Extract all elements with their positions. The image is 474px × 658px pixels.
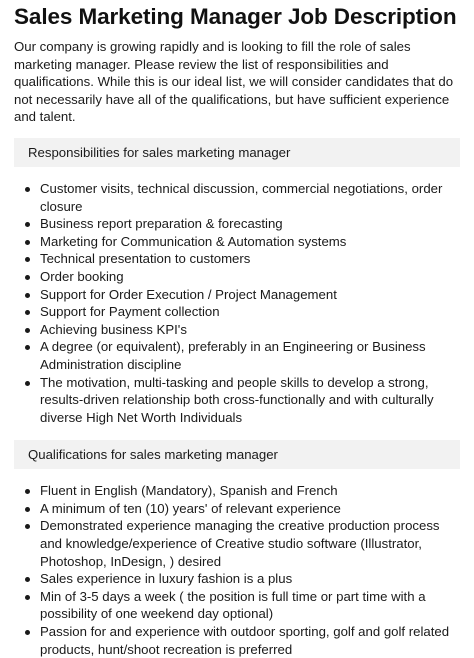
bullet-icon — [25, 489, 30, 494]
list-item-text: Marketing for Communication & Automation systems — [40, 233, 347, 249]
bullet-icon — [25, 577, 30, 582]
bullet-icon — [25, 275, 30, 280]
list-item-text: Business report preparation & forecasting — [40, 216, 283, 232]
bullet-icon — [25, 310, 30, 315]
list-item — [14, 374, 460, 427]
bullet-icon — [25, 257, 30, 262]
list-item-text: Demonstrated experience managing the creative production process and knowledge/experience of Creative studio software (Illustrator, Photoshop, InDesign, ) desired — [40, 518, 440, 569]
list-item-text: Support for Order Execution / Project Management — [40, 286, 337, 302]
bullet-icon — [25, 187, 30, 192]
list-item — [14, 303, 460, 321]
list-item — [14, 215, 460, 233]
list-item — [14, 233, 460, 251]
list-item — [14, 570, 460, 588]
qualifications-list — [14, 482, 460, 658]
list-item — [14, 180, 460, 215]
qualifications-header — [14, 440, 460, 469]
list-item-text: Fluent in English (Mandatory), Spanish and French — [40, 483, 338, 499]
bullet-icon — [25, 507, 30, 512]
list-item — [14, 321, 460, 339]
list-item — [14, 286, 460, 304]
list-item — [14, 482, 460, 500]
list-item-text: Passion for and experience with outdoor sporting, golf and golf related products, hunt/shoot recreation is preferred — [40, 624, 450, 657]
list-item-text: Technical presentation to customers — [40, 251, 251, 267]
bullet-icon — [25, 222, 30, 227]
bullet-icon — [25, 630, 30, 635]
list-item-text: A degree (or equivalent), preferably in an Engineering or Business Administration discipline — [40, 339, 426, 372]
bullet-icon — [25, 293, 30, 298]
list-item — [14, 338, 460, 373]
list-item-text: Achieving business KPI's — [40, 321, 187, 337]
responsibilities-header — [14, 138, 460, 167]
responsibilities-list — [14, 180, 460, 426]
list-item-text: Order booking — [40, 268, 124, 284]
list-item-text: Support for Payment collection — [40, 304, 220, 320]
list-item — [14, 268, 460, 286]
list-item — [14, 500, 460, 518]
list-item-text: Customer visits, technical discussion, commercial negotiations, order closure — [40, 180, 443, 214]
list-item — [14, 250, 460, 268]
bullet-icon — [25, 345, 30, 350]
page-title: Sales Marketing Manager Job Description — [14, 4, 457, 29]
bullet-icon — [25, 381, 30, 386]
bullet-icon — [25, 524, 30, 529]
list-item — [14, 517, 460, 570]
bullet-icon — [25, 328, 30, 333]
bullet-icon — [25, 595, 30, 600]
qualifications-heading: Qualifications for sales marketing manager — [28, 446, 278, 462]
list-item — [14, 588, 460, 623]
list-item-text: A minimum of ten (10) years' of relevant experience — [40, 500, 341, 516]
responsibilities-heading: Responsibilities for sales marketing manager — [28, 144, 291, 160]
list-item-text: The motivation, multi-tasking and people skills to develop a strong, results-driven relationship both cross-functionally and with culturally diverse High Net Worth Individuals — [40, 374, 434, 425]
list-item-text: Sales experience in luxury fashion is a plus — [40, 571, 293, 587]
intro-paragraph: Our company is growing rapidly and is looking to fill the role of sales marketing manager. Please review the list of responsibilities and qualifications. While this is our ideal list, we will consider candidates that do not necessarily have all of the qualifications, but have sufficient experience and talent. — [14, 39, 454, 125]
list-item — [14, 623, 460, 658]
bullet-icon — [25, 240, 30, 245]
list-item-text: Min of 3-5 days a week ( the position is full time or part time with a possibility of one weekend day optional) — [40, 588, 426, 622]
